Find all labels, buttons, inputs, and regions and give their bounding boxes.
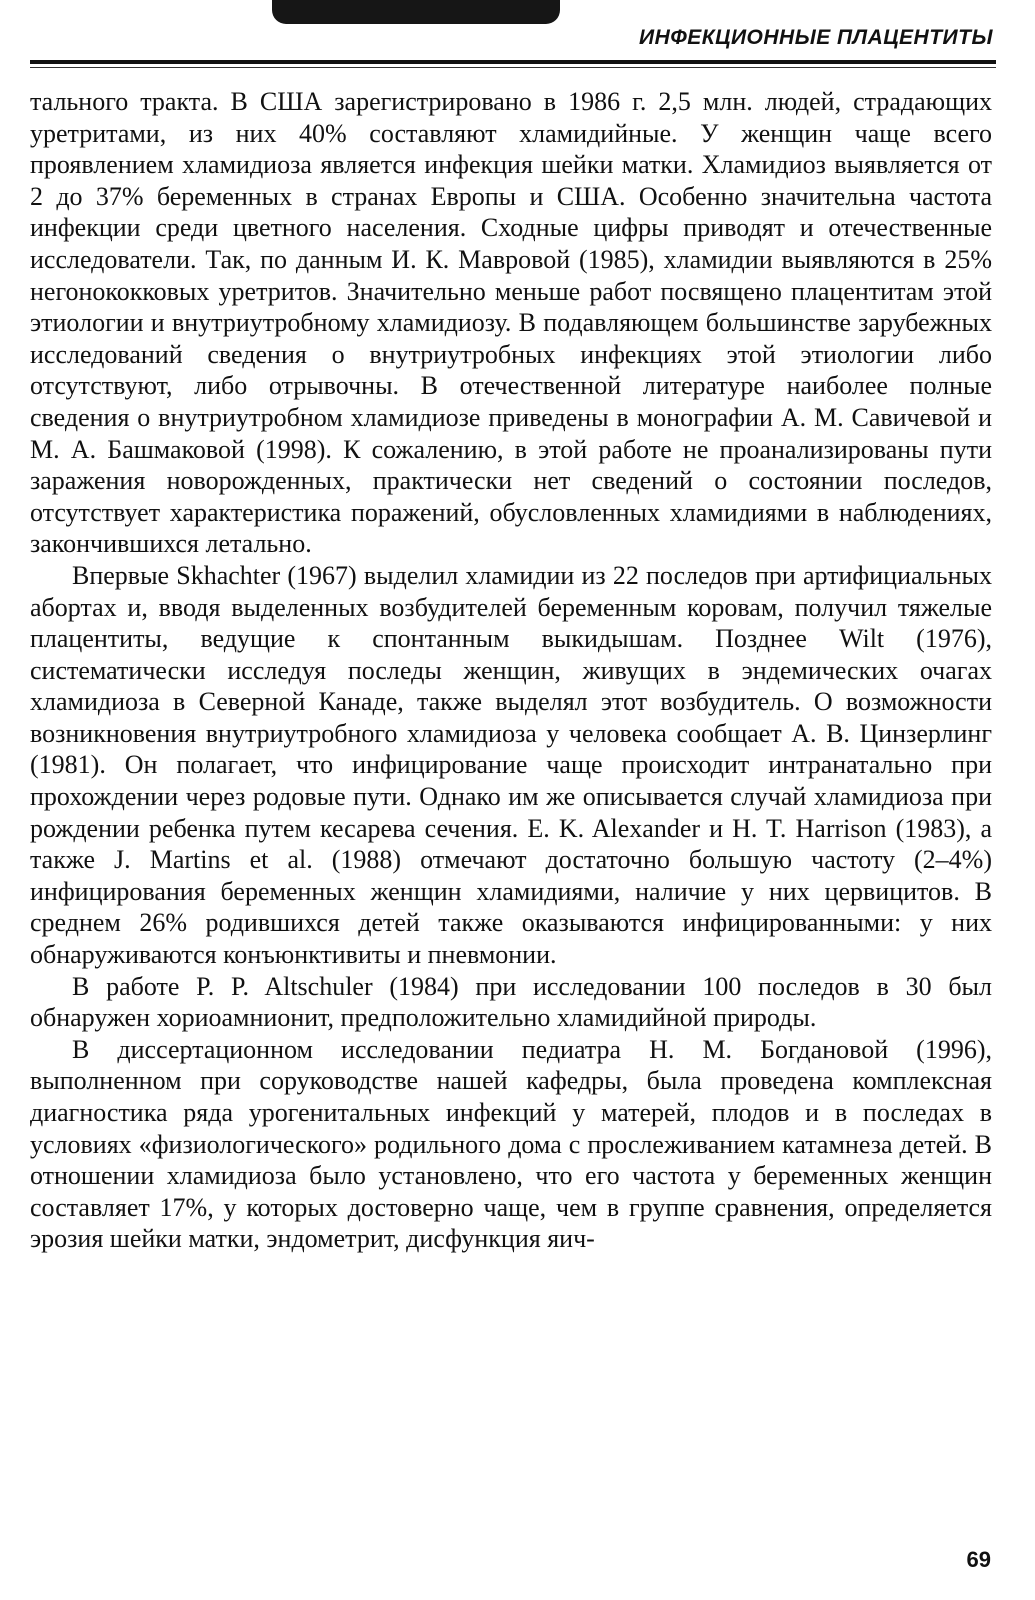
paragraph-altschuler: В работе P. P. Altschuler (1984) при исследовании 100 последов в 30 был обнаружен хориоамнионит, предположительно хламидийной природы. [30,971,992,1033]
main-text [30,86,992,1255]
header-rule-thick [30,60,996,64]
paragraph-continued: тального тракта. В США зарегистрировано в 1986 г. 2,5 млн. людей, страдающих уретритами, из них 40% составляют хламидийные. У женщин чаще всего проявлением хламидиоза является инфекция шейки матки. Хламидиоз выявляется от 2 до 37% беременных в странах Европы и США. Особенно значительна частота инфекции среди цветного населения. Сходные цифры приводят и отечественные исследователи. Так, по данным И. К. Мавровой (1985), хламидии выявляются в 25% негонококковых уретритов. Значительно меньше работ посвящено плацентитам этой этиологии и внутриутробному хламидиозу. В подавляющем большинстве зарубежных исследований сведения о внутриутробных инфекциях этой этиологии либо отсутствуют, либо отрывочны. В отечественной литературе наиболее полные сведения о внутриутробном хламидиозе приведены в монографии А. М. Савичевой и М. А. Башмаковой (1998). К сожалению, в этой работе не проанализированы пути заражения новорожденных, практически нет сведений о состоянии последов, отсутствует характеристика поражений, обусловленных хламидиями в наблюдениях, закончившихся летально. [30,87,992,559]
header-rule-thin [30,67,996,68]
paragraph-bogdanova: В диссертационном исследовании педиатра Н. М. Богдановой (1996), выполненном при соруководстве нашей кафедры, была проведена комплексная диагностика ряда урогенитальных инфекций у матерей, плодов и в последах в условиях «физиологического» родильного дома с прослеживанием катамнеза детей. В отношении хламидиоза было установлено, что его частота у беременных женщин составляет 17%, у которых достоверно чаще, чем в группе сравнения, определяется эрозия шейки матки, эндометрит, дисфункция яич- [30,1034,992,1254]
paragraph-skhachter: Впервые Skhachter (1967) выделил хламидии из 22 последов при артифициальных абортах и, вводя выделенных возбудителей беременным коровам, получил тяжелые плацентиты, ведущие к спонтанным выкидышам. Позднее Wilt (1976), систематически исследуя последы женщин, живущих в эндемических очагах хламидиоза в Северной Канаде, также выделял этот возбудитель. О возможности возникновения внутриутробного хламидиоза у человека сообщает А. В. Цинзерлинг (1981). Он полагает, что инфицирование чаще происходит интранатально при прохождении через родовые пути. Однако им же описывается случай хламидиоза при рождении ребенка путем кесарева сечения. E. K. Alexander и H. T. Harrison (1983), а также J. Martins et al. (1988) отмечают достаточно большую частоту (2–4%) инфицирования беременных женщин хламидиями, наличие у них цервицитов. В среднем 26% родившихся детей также оказываются инфицированными: у них обнаруживаются конъюнктивиты и пневмонии. [30,560,992,970]
running-title: ИНФЕКЦИОННЫЕ ПЛАЦЕНТИТЫ [639,26,993,49]
top-decorative-block [272,0,560,24]
page-number: 69 [966,1547,991,1572]
